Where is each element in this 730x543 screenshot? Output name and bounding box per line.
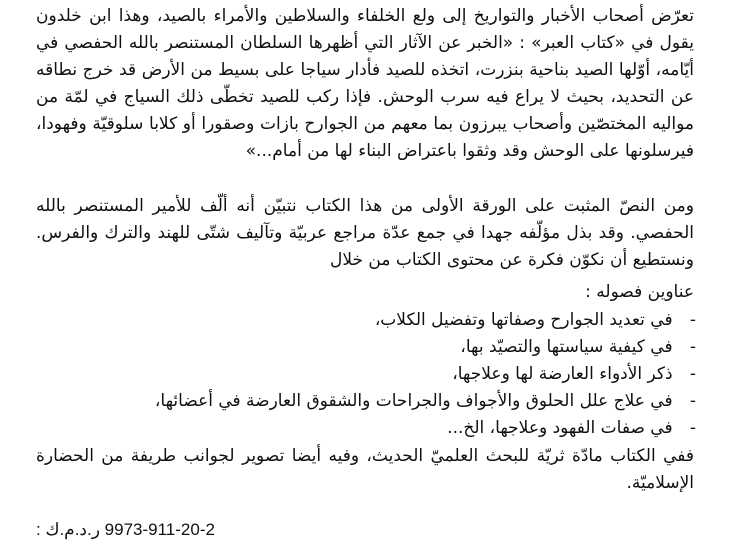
conclusion-paragraph: ففي الكتاب مادّة ثريّة للبحث العلميّ الحديث، وفيه أيضا تصوير لجوانب طريفة من الحضارة الإسلاميّة.: [36, 446, 694, 493]
bullet-marker: -: [689, 363, 696, 384]
list-item: [36, 415, 696, 442]
bullet-marker: -: [689, 390, 696, 411]
chapter-title: في تعديد الجوارح وصفاتها وتفضيل الكلاب،: [374, 310, 673, 330]
bullet-marker: -: [689, 417, 696, 438]
list-item: [36, 307, 696, 334]
chapter-title: في كيفية سياستها والتصيّد بها،: [460, 336, 673, 357]
chapter-title: في صفات الفهود وعلاجها، الخ...: [447, 417, 673, 438]
chapter-list-intro: عناوين فصوله :: [585, 282, 694, 302]
list-item: [36, 334, 696, 361]
bullet-marker: -: [689, 310, 696, 330]
isbn-line: [36, 519, 215, 541]
list-item: [36, 361, 696, 388]
list-item: [36, 388, 696, 415]
chapter-title: ذكر الأدواء العارضة لها وعلاجها،: [452, 363, 673, 384]
chapter-title: في علاج علل الحلوق والأجواف والجراحات والشقوق العارضة في أعضائها،: [154, 390, 673, 411]
intro-paragraph: تعرّض أصحاب الأخبار والتواريخ إلى ولع الخلفاء والسلاطين والأمراء بالصيد، وهذا ابن خلدون يقول في «كتاب العبر» : «الخبر عن الآثار التي أظهرها السلطان المستنصر بالله الحفصي في أيّامه، أوّلها الصيد بناحية بنزرت، اتخذه للصيد فأدار سياجا على بسيط من الأرض قد خرج نطاقه عن التحديد، بحيث لا يراع فيه سرب الوحش. فإذا ركب للصيد تخطّى ذلك السياج في لمّة من مواليه المختصّين وأصحاب يبرزون بما معهم من الجوارح بازات وصقورا أو كلابا سلوقيّة وفهودا، فيرسلونها على الوحش وقد وثقوا باعتراض البناء لها من أمام...»: [36, 6, 694, 161]
isbn-label: ر.د.م.ك :: [36, 520, 100, 539]
isbn-number: 9973-911-20-2: [104, 520, 215, 539]
chapter-title-list: [36, 307, 696, 441]
book-description-paragraph: ومن النصّ المثبت على الورقة الأولى من هذا الكتاب نتبيّن أنه ألّف للأمير المستنصر بالله الحفصي. وقد بذل مؤلّفه جهدا في جمع عدّة مراجع عربيّة وتآليف شتّى للهند والترك والفرس. ونستطيع أن نكوّن فكرة عن محتوى الكتاب من خلال: [36, 196, 694, 270]
bullet-marker: -: [689, 336, 696, 357]
